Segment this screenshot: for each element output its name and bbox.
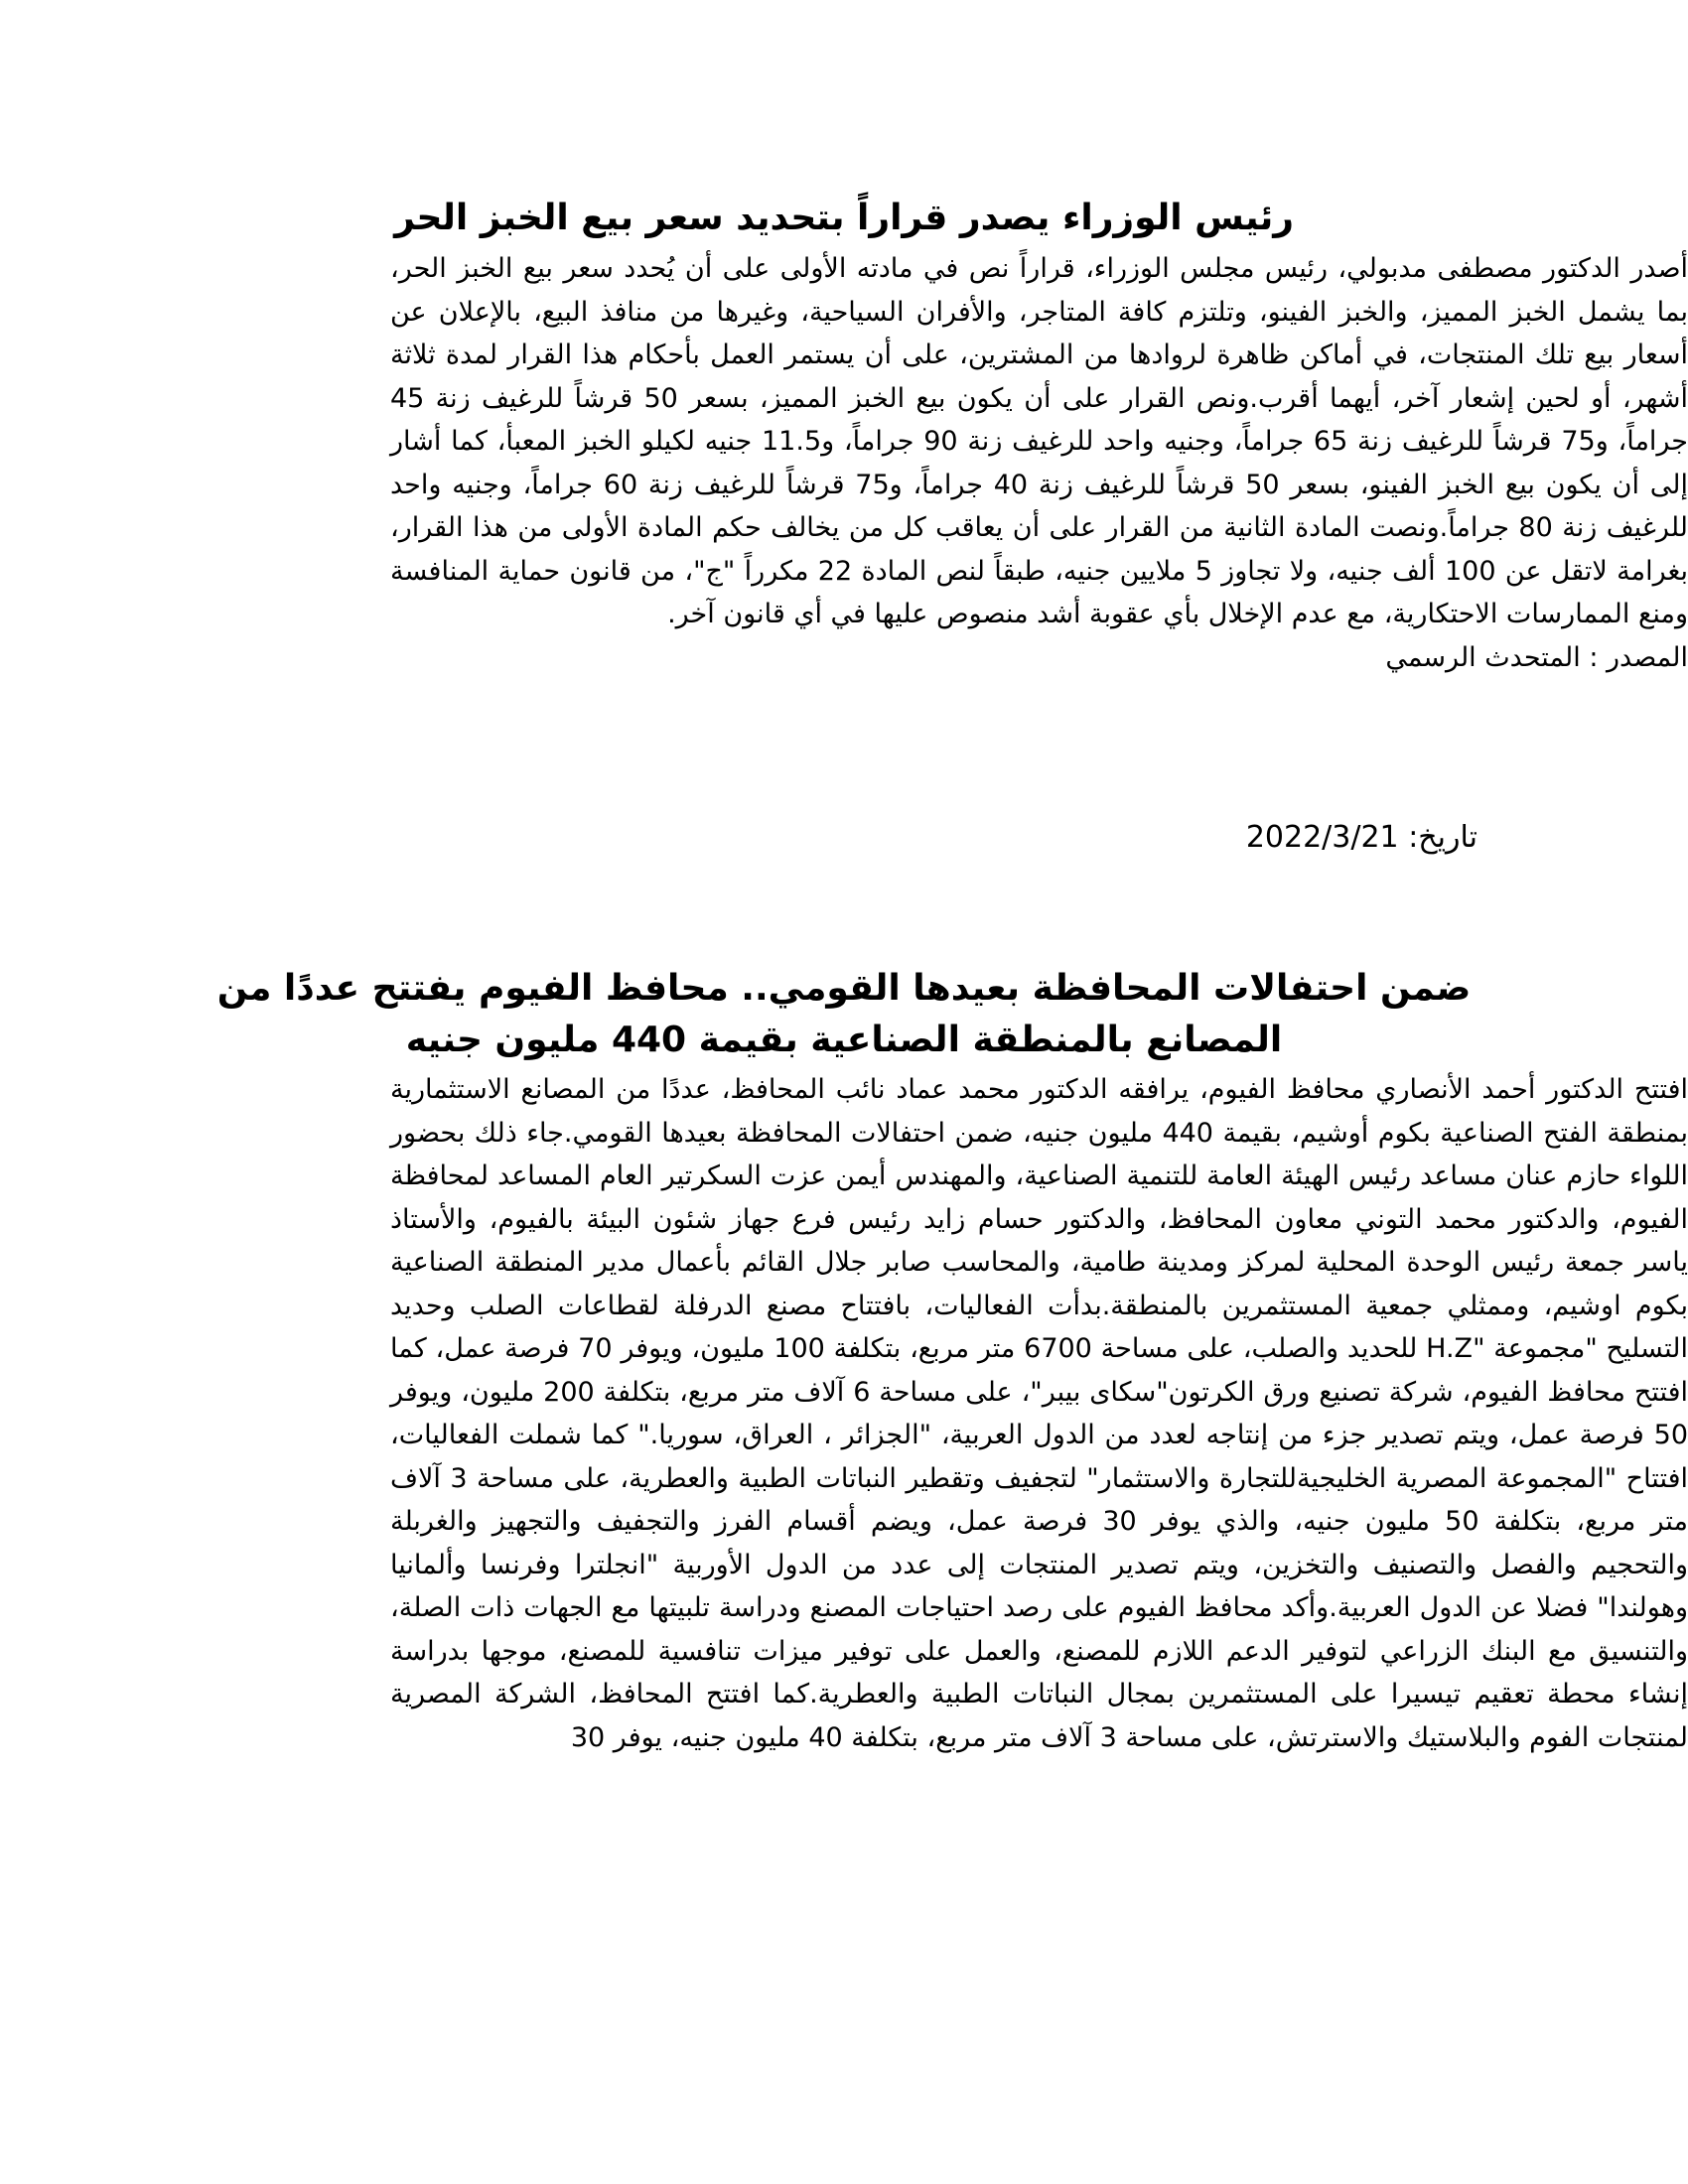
article-body: افتتح الدكتور أحمد الأنصاري محافظ الفيوم، يرافقه الدكتور محمد عماد نائب المحافظ، عددًا من المصانع الاستثمارية بمنطقة الفتح الصناعية بكوم أوشيم، بقيمة 440 مليون جنيه، ضمن احتفالات المحافظة بعيدها القومي.جاء ذلك بحضور اللواء حازم عنان مساعد رئيس الهيئة العامة للتنمية الصناعية، والمهندس أيمن عزت السكرتير العام المساعد لمحافظة الفيوم، والدكتور محمد التوني معاون المحافظ، والدكتور حسام زايد رئيس فرع جهاز شئون البيئة بالفيوم، والأستاذ ياسر جمعة رئيس الوحدة المحلية لمركز ومدينة طامية، والمحاسب صابر جلال القائم بأعمال مدير المنطقة الصناعية بكوم اوشيم، وممثلي جمعية المستثمرين بالمنطقة.بدأت الفعاليات، بافتتاح مصنع الدرفلة لقطاعات الصلب وحديد التسليح "مجموعة "H.Z للحديد والصلب، على مساحة 6700 متر مربع، بتكلفة 100 مليون، ويوفر 70 فرصة عمل، كما افتتح محافظ الفيوم، شركة تصنيع ورق الكرتون"سكاى بيبر"، على مساحة 6 آلاف متر مربع، بتكلفة 200 مليون، ويوفر 50 فرصة عمل، ويتم تصدير جزء من إنتاجه لعدد من الدول العربية، "الجزائر ، العراق، سوريا." كما شملت الفعاليات، افتتاح "المجموعة المصرية الخليجيةللتجارة والاستثمار" لتجفيف وتقطير النباتات الطبية والعطرية، على مساحة 3 آلاف متر مربع، بتكلفة 50 مليون جنيه، والذي يوفر 30 فرصة عمل، ويضم أقسام الفرز والتجفيف والتجهيز والغربلة والتحجيم والفصل والتصنيف والتخزين، ويتم تصدير المنتجات إلى عدد من الدول الأوربية "انجلترا وفرنسا وألمانيا وهولندا" فضلا عن الدول العربية.وأكد محافظ الفيوم على رصد احتياجات المصنع ودراسة تلبيتها مع الجهات ذات الصلة، والتنسيق مع البنك الزراعي لتوفير الدعم اللازم للمصنع، والعمل على توفير ميزات تنافسية للمصنع، موجها بدراسة إنشاء محطة تعقيم تيسيرا على المستثمرين بمجال النباتات الطبية والعطرية.كما افتتح المحافظ، الشركة المصرية لمنتجات الفوم والبلاستيك والاسترتش، على مساحة 3 آلاف متر مربع، بتكلفة 40 مليون جنيه، يوفر 30 xyxy=(390,1074,1688,1753)
date-value: 2022/3/21 xyxy=(1245,820,1399,855)
article-source: المصدر : المتحدث الرسمي xyxy=(1385,641,1688,673)
article-fayoum-factories xyxy=(0,963,1688,1759)
article-date xyxy=(180,816,1477,860)
article-headline: ضمن احتفالات المحافظة بعيدها القومي.. محافظ الفيوم يفتتح عددًا من المصانع بالمنطقة الصناعية بقيمة 440 مليون جنيه xyxy=(216,968,1472,1060)
article-headline: رئيس الوزراء يصدر قراراً بتحديد سعر بيع الخبز الحر xyxy=(394,198,1294,238)
article-body: أصدر الدكتور مصطفى مدبولي، رئيس مجلس الوزراء، قراراً نص في مادته الأولى على أن يُحدد سعر بيع الخبز الحر، بما يشمل الخبز المميز، والخبز الفينو، وتلتزم كافة المتاجر، والأفران السياحية، وغيرها من منافذ البيع، بالإعلان عن أسعار بيع تلك المنتجات، في أماكن ظاهرة لروادها من المشترين، على أن يستمر العمل بأحكام هذا القرار لمدة ثلاثة أشهر، أو لحين إشعار آخر، أيهما أقرب.ونص القرار على أن يكون بيع الخبز المميز، بسعر 50 قرشاً للرغيف زنة 45 جراماً، و75 قرشاً للرغيف زنة 65 جراماً، وجنيه واحد للرغيف زنة 90 جراماً، و11.5 جنيه لكيلو الخبز المعبأ، كما أشار إلى أن يكون بيع الخبز الفينو، بسعر 50 قرشاً للرغيف زنة 40 جراماً، و75 قرشاً للرغيف زنة 60 جراماً، وجنيه واحد للرغيف زنة 80 جراماً.ونصت المادة الثانية من القرار على أن يعاقب كل من يخالف حكم المادة الأولى من هذا القرار، بغرامة لاتقل عن 100 ألف جنيه، ولا تجاوز 5 ملايين جنيه، طبقاً لنص المادة 22 مكرراً "ج"، من قانون حماية المنافسة ومنع الممارسات الاحتكارية، مع عدم الإخلال بأي عقوبة أشد منصوص عليها في أي قانون آخر. xyxy=(390,253,1688,629)
article-bread-price-decision xyxy=(0,194,1688,679)
date-label: تاريخ: xyxy=(1408,820,1477,855)
